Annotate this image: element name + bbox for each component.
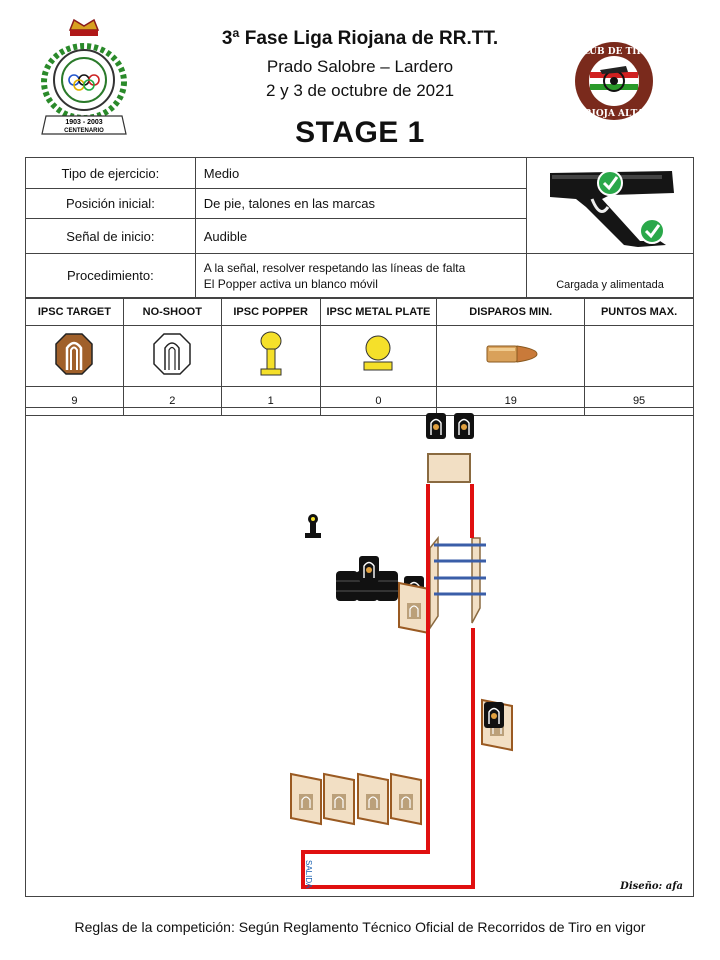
bullet-icon <box>483 341 539 367</box>
count-plate: 0 <box>320 387 437 416</box>
pistol-cell <box>527 158 694 254</box>
wall-top <box>428 454 470 482</box>
procedimiento-line2: El Popper activa un blanco móvil <box>203 276 378 291</box>
target-black-1 <box>426 413 446 439</box>
col-puntos: PUNTOS MAX. <box>585 299 694 326</box>
popper-diagram-icon <box>305 514 321 538</box>
senal-value: Audible <box>195 219 526 254</box>
col-metal-plate: IPSC METAL PLATE <box>320 299 437 326</box>
count-points: 95 <box>585 387 694 416</box>
pistol-icon <box>540 159 680 249</box>
count-noshoot: 2 <box>123 387 221 416</box>
posicion-label: Posición inicial: <box>26 189 196 219</box>
col-ipsc-popper: IPSC POPPER <box>221 299 320 326</box>
pistol-caption: Cargada y alimentada <box>527 254 694 298</box>
count-popper: 1 <box>221 387 320 416</box>
barrel-target <box>359 556 379 582</box>
tipo-value: Medio <box>195 158 526 189</box>
wall-target-b1 <box>291 774 321 824</box>
wall-port-right <box>472 538 480 623</box>
svg-text:1903 - 2003: 1903 - 2003 <box>65 119 103 126</box>
designer-credit: Diseño: afa <box>620 881 683 892</box>
stage-layout <box>26 408 693 896</box>
senal-label: Señal de inicio: <box>26 219 196 254</box>
svg-text:CLUB DE TIRO: CLUB DE TIRO <box>576 47 652 57</box>
col-disparos: DISPAROS MIN. <box>437 299 585 326</box>
info-table <box>25 157 694 298</box>
svg-text:CENTENARIO: CENTENARIO <box>64 128 104 134</box>
venue-text: Prado Salobre – Lardero <box>266 57 454 76</box>
stage-diagram <box>25 407 694 897</box>
procedimiento-label: Procedimiento: <box>26 254 196 298</box>
targets-table <box>25 298 694 416</box>
barrel-1 <box>336 571 358 601</box>
count-target: 9 <box>26 387 124 416</box>
start-label: SALIDA <box>304 860 313 889</box>
dates-text: 2 y 3 de octubre de 2021 <box>265 81 455 100</box>
target-black-2 <box>454 413 474 439</box>
popper-icon <box>256 330 286 378</box>
stage-title: STAGE 1 <box>295 116 425 149</box>
wall-target-b4 <box>391 774 421 824</box>
target-black-4 <box>484 702 504 728</box>
competition-title: 3ª Fase Liga Riojana de RR.TT. <box>221 28 499 49</box>
wall-port-left <box>430 538 438 628</box>
ipsc-target-icon <box>54 332 94 376</box>
wall-target-b3 <box>358 774 388 824</box>
footer-rules: Reglas de la competición: Según Reglamento Técnico Oficial de Recorridos de Tiro en vigor <box>74 919 646 935</box>
posicion-value: De pie, talones en las marcas <box>195 189 526 219</box>
procedimiento-value <box>195 254 526 298</box>
no-shoot-icon <box>152 332 192 376</box>
col-ipsc-target: IPSC TARGET <box>26 299 124 326</box>
count-shots: 19 <box>437 387 585 416</box>
procedimiento-line1: A la señal, resolver respetando las líneas de falta <box>203 260 466 275</box>
metal-plate-icon <box>361 334 395 374</box>
col-no-shoot: NO-SHOOT <box>123 299 221 326</box>
wall-target-b2 <box>324 774 354 824</box>
svg-text:RIOJA ALTA: RIOJA ALTA <box>584 109 644 119</box>
barrel-3 <box>376 571 398 601</box>
wall-target-left <box>399 583 429 633</box>
tipo-label: Tipo de ejercicio: <box>26 158 196 189</box>
